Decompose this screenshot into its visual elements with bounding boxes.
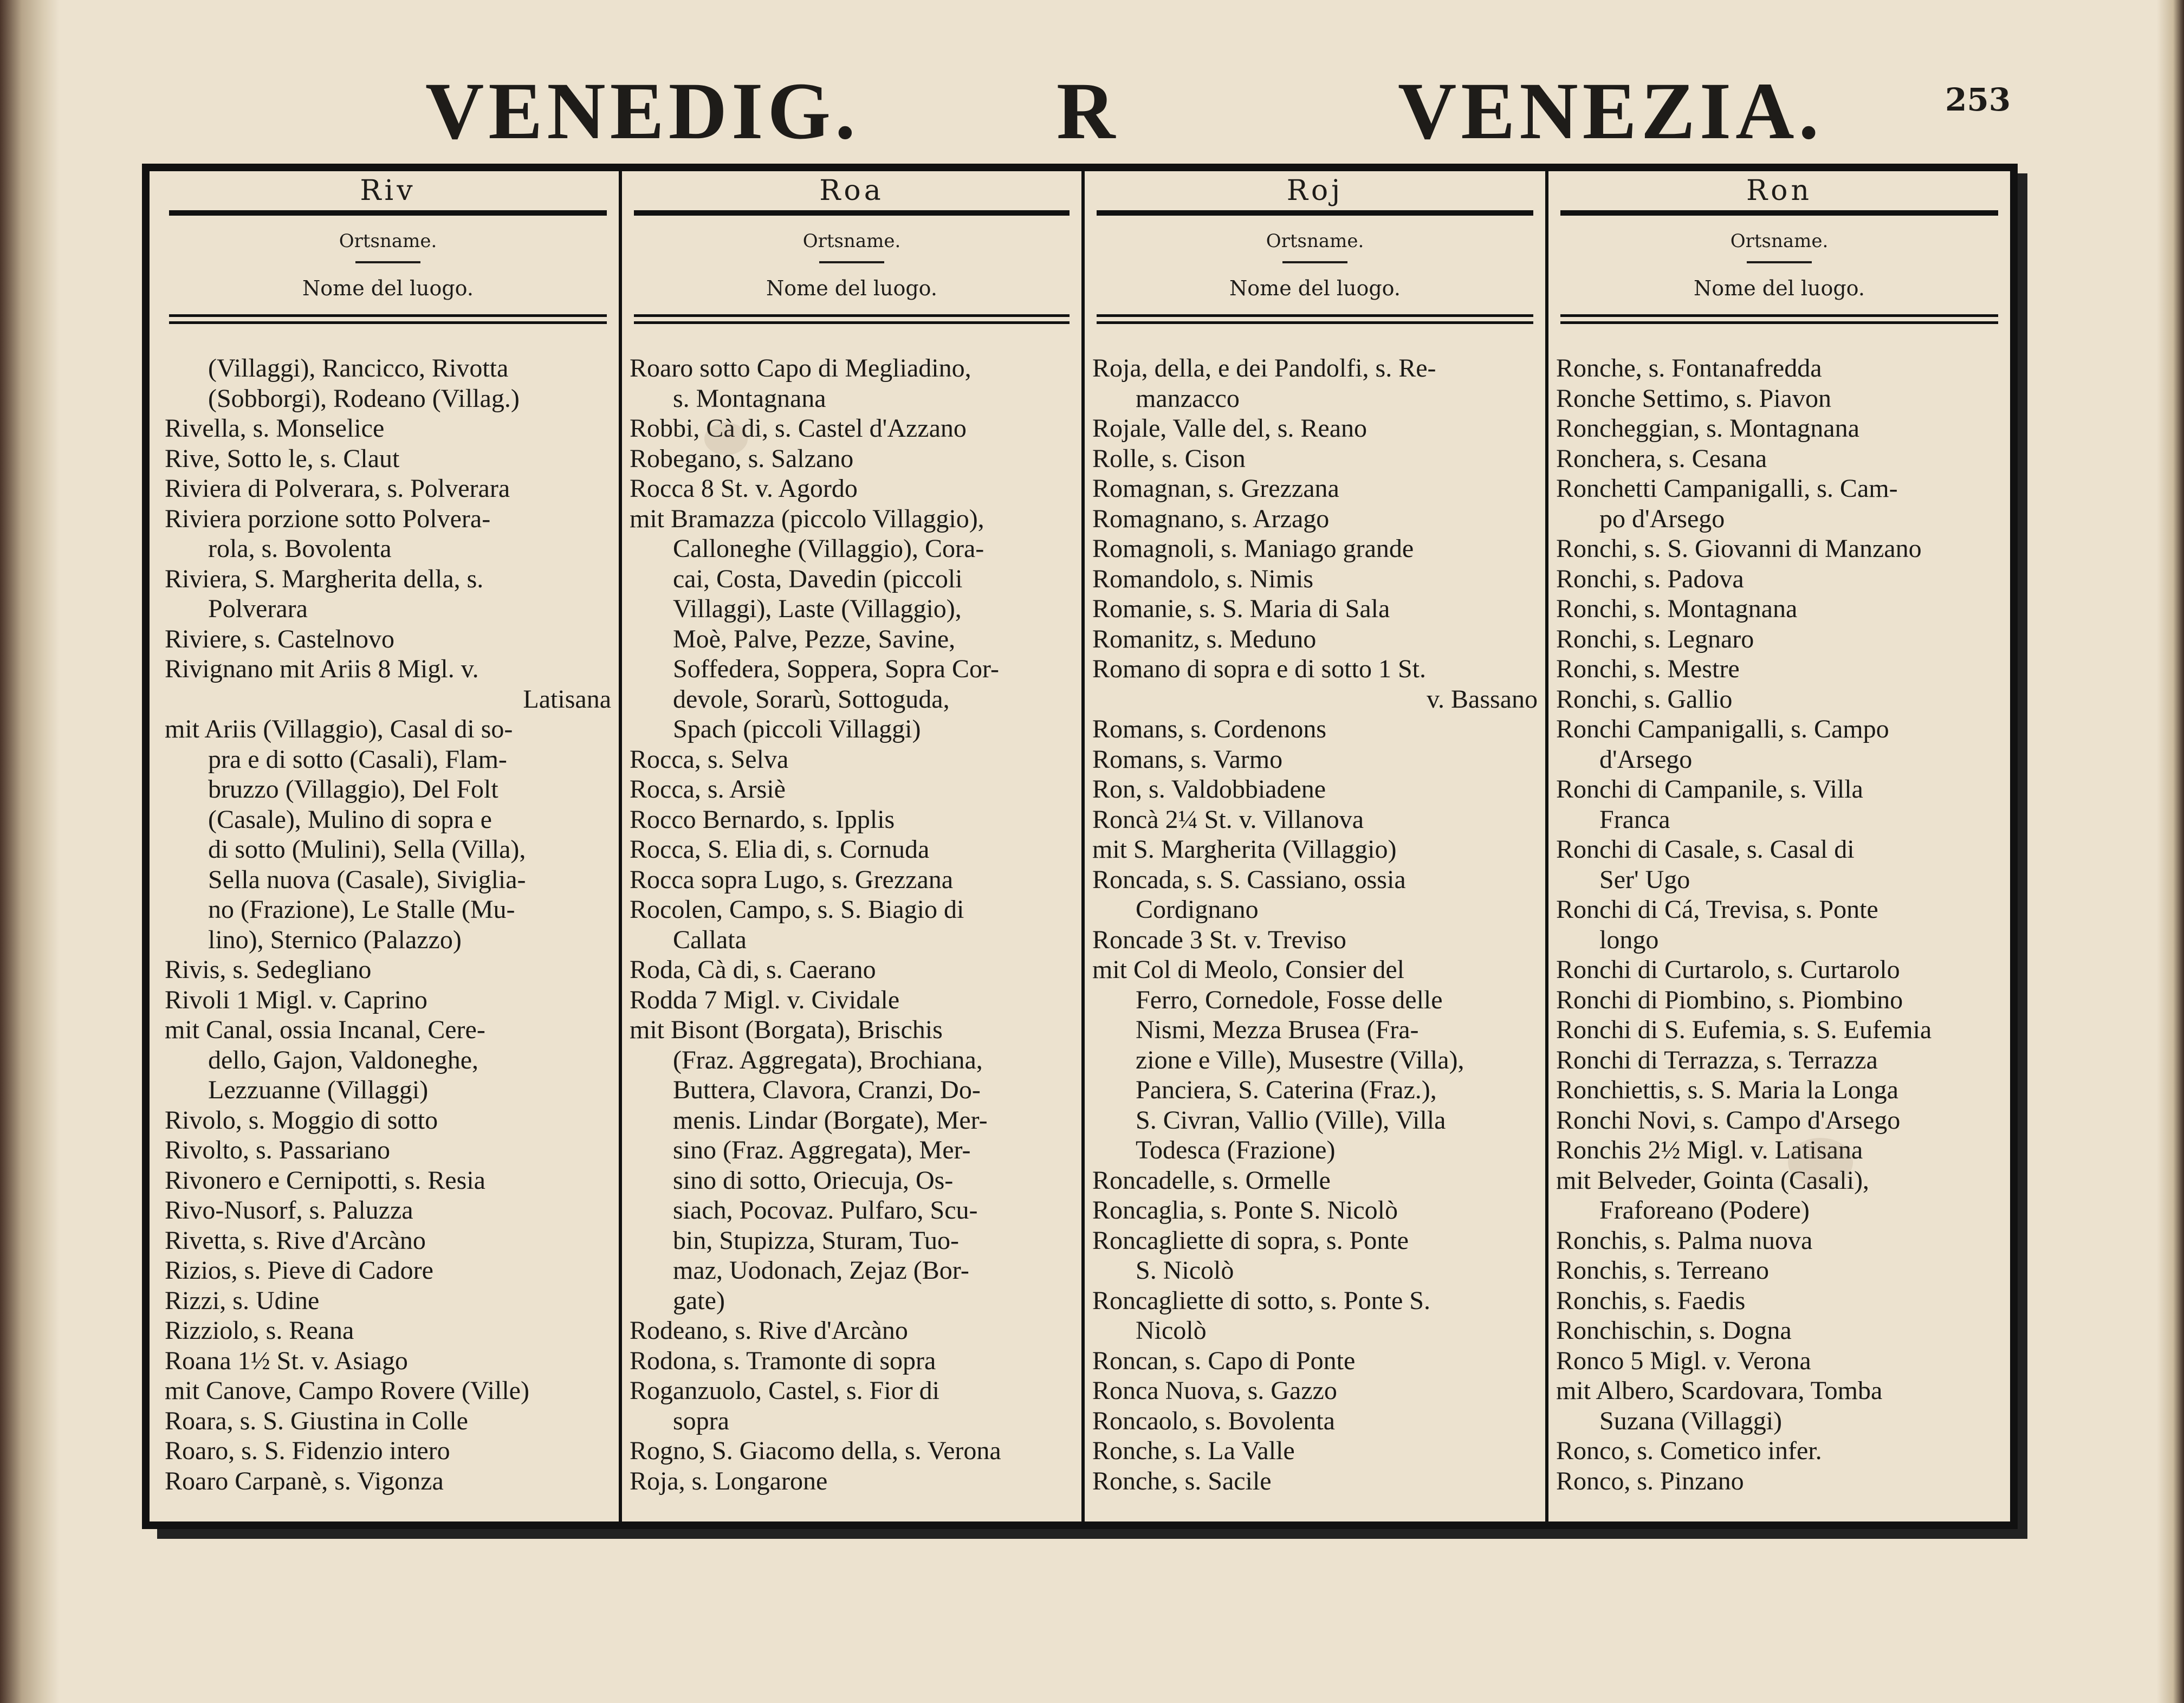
- entry-line: Roncà 2¼ St. v. Villanova: [1092, 805, 1364, 834]
- entry-line: Ronca Nuova, s. Gazzo: [1092, 1376, 1337, 1405]
- column-heading: Roj: [1097, 171, 1533, 216]
- entry-line: Rogno, S. Giacomo della, s. Verona: [630, 1436, 1001, 1465]
- entry-line: Ronchi di Campanile, s. Villa: [1556, 775, 1863, 804]
- entry-line: Rivetta, s. Rive d'Arcàno: [165, 1226, 426, 1255]
- entry-line: mit Ariis (Villaggio), Casal di so-: [165, 715, 513, 743]
- entry-line: mit Bramazza (piccolo Villaggio),: [630, 504, 984, 533]
- entry-line: Roana 1½ St. v. Asiago: [165, 1346, 408, 1375]
- entry-line: pra e di sotto (Casali), Flam-: [208, 744, 507, 774]
- header-left-title: VENEDIG.: [425, 66, 860, 156]
- entry-line: Ronco 5 Migl. v. Verona: [1556, 1346, 1811, 1375]
- entry-line: po d'Arsego: [1599, 504, 1725, 533]
- double-rule: [1560, 314, 1998, 324]
- double-rule: [634, 314, 1070, 324]
- entry-line: Soffedera, Soppera, Sopra Cor-: [673, 655, 999, 683]
- entry-line: Panciera, S. Caterina (Fraz.),: [1136, 1076, 1437, 1104]
- entry-line: Rizziolo, s. Reana: [165, 1316, 354, 1345]
- entry-line: mit Belveder, Gointa (Casali),: [1556, 1165, 1869, 1195]
- entry-line: cai, Costa, Davedin (piccoli: [673, 564, 963, 593]
- entry-line: Rocca, S. Elia di, s. Cornuda: [630, 835, 930, 864]
- entry-line: Rivella, s. Monselice: [165, 414, 385, 443]
- column-subheading-nome: Nome del luogo.: [766, 276, 937, 300]
- entry-line: Ronco, s. Cometico infer.: [1556, 1436, 1822, 1465]
- entry-line: Roaro, s. S. Fidenzio intero: [165, 1436, 450, 1465]
- entry-line: Roja, s. Longarone: [630, 1466, 828, 1495]
- entry-line: mit Canove, Campo Rovere (Ville): [165, 1376, 529, 1405]
- entry-list: [1092, 353, 1538, 1496]
- entry-line: bin, Stupizza, Sturam, Tuo-: [673, 1226, 960, 1255]
- frame-shadow-right: [2018, 173, 2027, 1539]
- book-gutter: [0, 0, 60, 1703]
- entry-line: rola, s. Bovolenta: [208, 534, 392, 563]
- entry-line: Rivolo, s. Moggio di sotto: [165, 1105, 438, 1135]
- entry-line: Ronche, s. Sacile: [1092, 1466, 1272, 1495]
- entry-line: d'Arsego: [1599, 744, 1693, 774]
- entry-line: mit Albero, Scardovara, Tomba: [1556, 1376, 1883, 1405]
- entry-line: sino di sotto, Oriecuja, Os-: [673, 1165, 954, 1195]
- page-edge: [2157, 0, 2184, 1703]
- entry-line: Roncaolo, s. Bovolenta: [1092, 1406, 1335, 1435]
- entry-line: Roncada, s. S. Cassiano, ossia: [1092, 865, 1406, 894]
- entry-line: Romandolo, s. Nimis: [1092, 564, 1314, 593]
- column-heading: Ron: [1560, 171, 1998, 216]
- entry-line: Rivolto, s. Passariano: [165, 1136, 390, 1164]
- entry-line: Ronchi, s. S. Giovanni di Manzano: [1556, 534, 1922, 563]
- entry-line: Ronchi di Terrazza, s. Terrazza: [1556, 1045, 1878, 1074]
- entry-line: Romans, s. Varmo: [1092, 744, 1283, 774]
- entry-line: Riviere, s. Castelnovo: [165, 624, 394, 653]
- column-roj: [1081, 171, 1545, 1521]
- entry-line: devole, Sorarù, Sottoguda,: [673, 684, 950, 714]
- paper-stain: [704, 423, 748, 455]
- frame-shadow-bottom: [157, 1529, 2027, 1539]
- entry-line: Rive, Sotto le, s. Claut: [165, 444, 400, 473]
- entry-line: S. Nicolò: [1136, 1256, 1234, 1285]
- entry-line: Nismi, Mezza Brusea (Fra-: [1136, 1015, 1419, 1044]
- entry-line: Ronco, s. Pinzano: [1556, 1466, 1744, 1495]
- entry-line: sino (Fraz. Aggregata), Mer-: [673, 1136, 971, 1164]
- entry-line: di sotto (Mulini), Sella (Villa),: [208, 835, 526, 864]
- entry-line: Romagnan, s. Grezzana: [1092, 474, 1339, 503]
- entry-line: siach, Pocovaz. Pulfaro, Scu-: [673, 1196, 978, 1225]
- entry-line: Sella nuova (Casale), Siviglia-: [208, 865, 526, 894]
- entry-line: Roncheggian, s. Montagnana: [1556, 414, 1859, 443]
- entry-line: Rodona, s. Tramonte di sopra: [630, 1346, 936, 1375]
- column-subheading-ortsname: Ortsname.: [1730, 230, 1829, 252]
- entry-line: Ronche, s. La Valle: [1092, 1436, 1295, 1465]
- double-rule: [169, 314, 607, 324]
- entry-line: mit S. Margherita (Villaggio): [1092, 835, 1397, 864]
- entry-line: maz, Uodonach, Zejaz (Bor-: [673, 1256, 969, 1285]
- entry-line: bruzzo (Villaggio), Del Folt: [208, 775, 498, 804]
- column-subheading-ortsname: Ortsname.: [339, 230, 437, 252]
- entry-list: [165, 353, 611, 1496]
- column-subheading-nome: Nome del luogo.: [1229, 276, 1401, 300]
- entry-line: Ronchi, s. Padova: [1556, 564, 1744, 593]
- entry-line: Rocco Bernardo, s. Ipplis: [630, 805, 895, 834]
- entry-line: Todesca (Frazione): [1136, 1136, 1336, 1164]
- entry-line: Ronchi di Casale, s. Casal di: [1556, 835, 1855, 864]
- entry-line: Romagnoli, s. Maniago grande: [1092, 534, 1414, 563]
- entry-line: Rivo-Nusorf, s. Paluzza: [165, 1196, 413, 1225]
- entry-line: Rizios, s. Pieve di Cadore: [165, 1256, 433, 1285]
- entry-line: Rivis, s. Sedegliano: [165, 955, 372, 984]
- column-heading: Riv: [169, 171, 607, 216]
- entry-line: Roncagliette di sotto, s. Ponte S.: [1092, 1286, 1430, 1315]
- entry-line: Romanie, s. S. Maria di Sala: [1092, 594, 1390, 623]
- entry-line: Robbi, Cà di, s. Castel d'Azzano: [630, 414, 967, 443]
- entry-line: S. Civran, Vallio (Ville), Villa: [1136, 1105, 1446, 1135]
- entry-line: Ronche Settimo, s. Piavon: [1556, 384, 1831, 413]
- short-rule: [1282, 261, 1347, 263]
- entry-line: Ronchi di Cá, Trevisa, s. Ponte: [1556, 895, 1878, 924]
- entry-line: zione e Ville), Musestre (Villa),: [1136, 1045, 1464, 1074]
- column-subheading-ortsname: Ortsname.: [1266, 230, 1364, 252]
- entry-line: Roncaglia, s. Ponte S. Nicolò: [1092, 1196, 1398, 1225]
- entry-line: lino), Sternico (Palazzo): [208, 925, 462, 954]
- entry-line: Ronchi di Curtarolo, s. Curtarolo: [1556, 955, 1900, 984]
- entry-line: Ronchi di S. Eufemia, s. S. Eufemia: [1556, 1015, 1932, 1044]
- entry-line: mit Col di Meolo, Consier del: [1092, 955, 1404, 984]
- entry-line: Villaggi), Laste (Villaggio),: [673, 594, 962, 623]
- entry-line: longo: [1599, 925, 1659, 954]
- short-rule: [355, 261, 420, 263]
- entry-line: Rocca, s. Selva: [630, 744, 789, 774]
- entry-line: Calloneghe (Villaggio), Cora-: [673, 534, 984, 563]
- entry-line: Lezzuanne (Villaggi): [208, 1076, 429, 1104]
- entry-list: [1556, 353, 2002, 1496]
- column-riv: [157, 171, 619, 1521]
- entry-line: Ser' Ugo: [1599, 865, 1690, 894]
- entry-line: (Fraz. Aggregata), Brochiana,: [673, 1045, 983, 1074]
- entry-line: Buttera, Clavora, Cranzi, Do-: [673, 1076, 981, 1104]
- entry-line: Roncade 3 St. v. Treviso: [1092, 925, 1346, 954]
- entry-line: Romanitz, s. Meduno: [1092, 624, 1317, 653]
- entry-line: Suzana (Villaggi): [1599, 1406, 1783, 1435]
- column-subheading-ortsname: Ortsname.: [802, 230, 901, 252]
- entry-line: Roganzuolo, Castel, s. Fior di: [630, 1376, 939, 1405]
- entry-line: Ronchi Campanigalli, s. Campo: [1556, 715, 1889, 743]
- entry-line: Rocca 8 St. v. Agordo: [630, 474, 858, 503]
- entry-line: Rocca sopra Lugo, s. Grezzana: [630, 865, 954, 894]
- column-subheading-nome: Nome del luogo.: [302, 276, 474, 300]
- entry-line: Ron, s. Valdobbiadene: [1092, 775, 1326, 804]
- entry-line: Rodda 7 Migl. v. Cividale: [630, 985, 900, 1014]
- entry-line: Rodeano, s. Rive d'Arcàno: [630, 1316, 908, 1345]
- entry-line: Ronchetti Campanigalli, s. Cam-: [1556, 474, 1898, 503]
- entry-line: (Casale), Mulino di sopra e: [208, 805, 492, 834]
- entry-line: Roaro Carpanè, s. Vigonza: [165, 1466, 444, 1495]
- entry-line: Ronchis, s. Terreano: [1556, 1256, 1769, 1285]
- entry-line: Robegano, s. Salzano: [630, 444, 854, 473]
- entry-list: [630, 353, 1074, 1496]
- entry-line: Roda, Cà di, s. Caerano: [630, 955, 876, 984]
- entry-line: Riviera di Polverara, s. Polverara: [165, 474, 510, 503]
- entry-line: Roja, della, e dei Pandolfi, s. Re-: [1092, 354, 1436, 383]
- entry-line: Roncagliette di sopra, s. Ponte: [1092, 1226, 1409, 1255]
- entry-line: Rolle, s. Cison: [1092, 444, 1246, 473]
- entry-line: Roara, s. S. Giustina in Colle: [165, 1406, 468, 1435]
- paper-stain: [1788, 1138, 1853, 1187]
- entry-line: Romagnano, s. Arzago: [1092, 504, 1330, 533]
- page-number: 253: [1945, 81, 2011, 118]
- entry-line: gate): [673, 1286, 725, 1315]
- entry-line: Ferro, Cornedole, Fosse delle: [1136, 985, 1443, 1014]
- entry-line: Riviera, S. Margherita della, s.: [165, 564, 484, 593]
- entry-line: s. Montagnana: [673, 384, 826, 413]
- entry-line: Ronchiettis, s. S. Maria la Longa: [1556, 1076, 1898, 1104]
- short-rule: [819, 261, 884, 263]
- entry-line: (Villaggi), Rancicco, Rivotta: [208, 354, 509, 383]
- entry-line: Ronche, s. Fontanafredda: [1556, 354, 1822, 383]
- entry-line: Rocolen, Campo, s. S. Biagio di: [630, 895, 964, 924]
- entry-line: no (Frazione), Le Stalle (Mu-: [208, 895, 515, 924]
- column-ron: [1545, 171, 2010, 1521]
- entry-line: Rivignano mit Ariis 8 Migl. v.: [165, 655, 479, 683]
- entry-line: sopra: [673, 1406, 729, 1435]
- entry-line: Moè, Palve, Pezze, Savine,: [673, 624, 956, 653]
- entry-line: menis. Lindar (Borgate), Mer-: [673, 1105, 988, 1135]
- entry-line: Romano di sopra e di sotto 1 St.: [1092, 655, 1426, 683]
- entry-line: Ronchera, s. Cesana: [1556, 444, 1767, 473]
- entry-line: Roaro sotto Capo di Megliadino,: [630, 354, 971, 383]
- entry-line: Ronchi, s. Legnaro: [1556, 624, 1754, 653]
- short-rule: [1747, 261, 1812, 263]
- entry-line: Fraforeano (Podere): [1599, 1196, 1810, 1225]
- column-subheading-nome: Nome del luogo.: [1694, 276, 1865, 300]
- entry-line: Ronchi di Piombino, s. Piombino: [1556, 985, 1903, 1014]
- entry-line: Spach (piccoli Villaggi): [673, 715, 921, 743]
- entry-line: Ronchis, s. Faedis: [1556, 1286, 1746, 1315]
- entry-line: Riviera porzione sotto Polvera-: [165, 504, 491, 533]
- entry-line: Ronchi, s. Mestre: [1556, 655, 1740, 683]
- header-center-letter: R: [1057, 66, 1120, 156]
- double-rule: [1097, 314, 1533, 324]
- entry-line: Rivoli 1 Migl. v. Caprino: [165, 985, 427, 1014]
- column-roa: [619, 171, 1081, 1521]
- entry-line: (Sobborgi), Rodeano (Villag.): [208, 384, 520, 413]
- entry-line: Rocca, s. Arsiè: [630, 775, 786, 804]
- entry-line: v. Bassano: [1427, 684, 1538, 714]
- entry-line: Roncan, s. Capo di Ponte: [1092, 1346, 1356, 1375]
- entry-line: Ronchischin, s. Dogna: [1556, 1316, 1792, 1345]
- entry-line: Romans, s. Cordenons: [1092, 715, 1326, 743]
- entry-line: dello, Gajon, Valdoneghe,: [208, 1045, 479, 1074]
- entry-line: Franca: [1599, 805, 1670, 834]
- entry-line: Rizzi, s. Udine: [165, 1286, 320, 1315]
- entry-line: Ronchi Novi, s. Campo d'Arsego: [1556, 1105, 1901, 1135]
- entry-line: Ronchis, s. Palma nuova: [1556, 1226, 1813, 1255]
- entry-line: Polverara: [208, 594, 308, 623]
- entry-line: Nicolò: [1136, 1316, 1207, 1345]
- entry-line: Latisana: [523, 684, 611, 714]
- entry-line: mit Bisont (Borgata), Brischis: [630, 1015, 943, 1044]
- entry-line: Ronchi, s. Gallio: [1556, 684, 1733, 714]
- entry-line: mit Canal, ossia Incanal, Cere-: [165, 1015, 485, 1044]
- column-heading: Roa: [634, 171, 1070, 216]
- entry-line: Rivonero e Cernipotti, s. Resia: [165, 1165, 485, 1195]
- entry-line: manzacco: [1136, 384, 1240, 413]
- entry-line: Ronchis 2½ Migl. v. Latisana: [1556, 1136, 1863, 1164]
- header-right-title: VENEZIA.: [1398, 66, 1823, 156]
- entry-line: Roncadelle, s. Ormelle: [1092, 1165, 1331, 1195]
- entry-line: Cordignano: [1136, 895, 1259, 924]
- entry-line: Callata: [673, 925, 747, 954]
- entry-line: Rojale, Valle del, s. Reano: [1092, 414, 1367, 443]
- entry-line: Ronchi, s. Montagnana: [1556, 594, 1798, 623]
